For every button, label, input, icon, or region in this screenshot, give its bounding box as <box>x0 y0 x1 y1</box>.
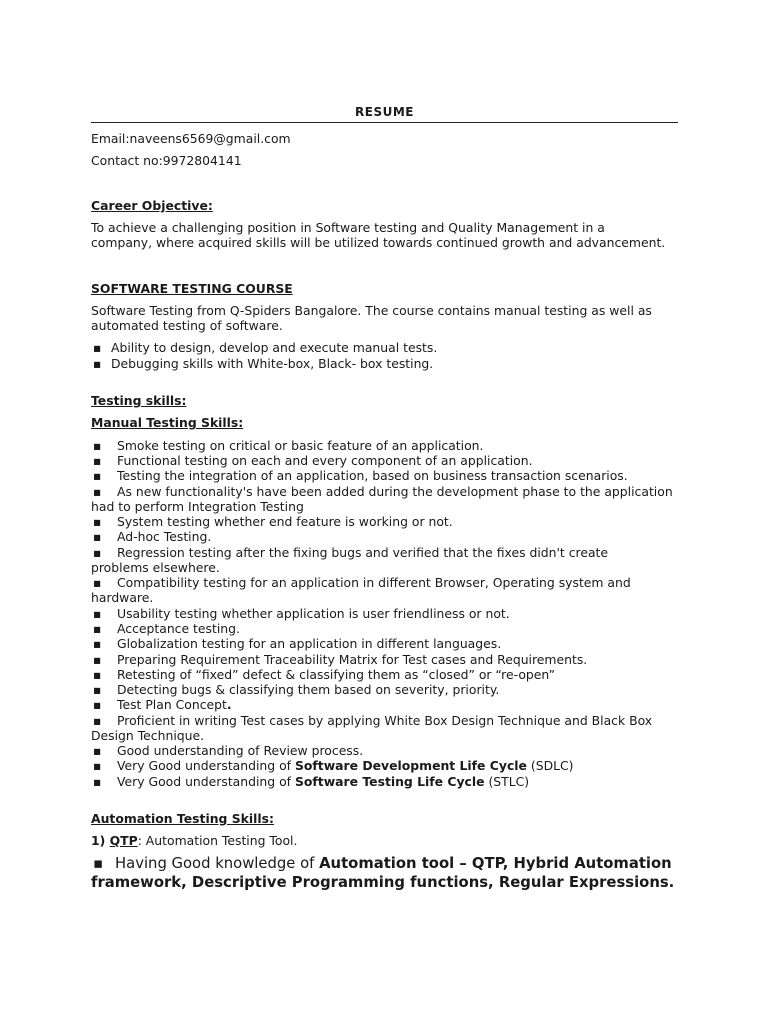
automation-heading: Automation Testing Skills: <box>91 811 274 826</box>
qtp-knowledge-item: ▪ Having Good knowledge of Automation tool – QTP, Hybrid Automation <box>93 855 672 872</box>
title-rule <box>91 104 678 123</box>
list-item: ▪ Functional testing on each and every component of an application. <box>93 453 533 468</box>
career-objective-heading: Career Objective: <box>91 198 213 213</box>
list-item: ▪ Good understanding of Review process. <box>93 743 364 758</box>
testing-skills-heading: Testing skills: <box>91 393 187 408</box>
list-item: ▪ Compatibility testing for an application in different Browser, Operating system and <box>93 575 631 590</box>
list-item: ▪ Ability to design, develop and execute manual tests. <box>93 340 438 355</box>
list-item-continuation: hardware. <box>91 590 154 605</box>
list-item-continuation: problems elsewhere. <box>91 560 220 575</box>
career-objective-line2: company, where acquired skills will be utilized towards continued growth and advancement. <box>91 235 666 250</box>
list-item: ▪ Preparing Requirement Traceability Matrix for Test cases and Requirements. <box>93 652 588 667</box>
list-item: ▪ System testing whether end feature is working or not. <box>93 514 453 529</box>
list-item: ▪ As new functionality's have been added during the development phase to the application <box>93 484 673 499</box>
list-item: ▪ Proficient in writing Test cases by applying White Box Design Technique and Black Box <box>93 713 653 728</box>
page-title: RESUME <box>355 105 414 119</box>
list-item-continuation: Design Technique. <box>91 728 205 743</box>
list-item: ▪ Debugging skills with White-box, Black- box testing. <box>93 356 434 371</box>
list-item: ▪ Ad-hoc Testing. <box>93 529 212 544</box>
course-heading: SOFTWARE TESTING COURSE <box>91 281 293 296</box>
list-item: ▪ Smoke testing on critical or basic feature of an application. <box>93 438 484 453</box>
qtp-line: 1) QTP: Automation Testing Tool. <box>91 833 298 848</box>
list-item: ▪ Detecting bugs & classifying them based on severity, priority. <box>93 682 500 697</box>
list-item: ▪ Regression testing after the fixing bugs and verified that the fixes didn't create <box>93 545 609 560</box>
list-item-continuation: had to perform Integration Testing <box>91 499 304 514</box>
career-objective-line1: To achieve a challenging position in Software testing and Quality Management in a <box>91 220 605 235</box>
list-item: ▪ Usability testing whether application is user friendliness or not. <box>93 606 510 621</box>
list-item: ▪ Acceptance testing. <box>93 621 240 636</box>
list-item: ▪ Globalization testing for an application in different languages. <box>93 636 502 651</box>
list-item: ▪ Testing the integration of an application, based on business transaction scenarios. <box>93 468 628 483</box>
email-line: Email:naveens6569@gmail.com <box>91 131 291 146</box>
manual-skills-heading: Manual Testing Skills: <box>91 415 244 430</box>
list-item-sdlc: ▪ Very Good understanding of Software Development Life Cycle (SDLC) <box>93 758 574 773</box>
course-line2: automated testing of software. <box>91 318 283 333</box>
list-item-stlc: ▪ Very Good understanding of Software Testing Life Cycle (STLC) <box>93 774 530 789</box>
phone-line: Contact no:9972804141 <box>91 153 242 168</box>
course-line1: Software Testing from Q-Spiders Bangalore. The course contains manual testing as well as <box>91 303 652 318</box>
list-item: ▪ Test Plan Concept. <box>93 697 232 712</box>
list-item: ▪ Retesting of “fixed” defect & classifying them as “closed” or “re-open” <box>93 667 555 682</box>
qtp-knowledge-continuation: framework, Descriptive Programming functions, Regular Expressions. <box>91 874 675 891</box>
